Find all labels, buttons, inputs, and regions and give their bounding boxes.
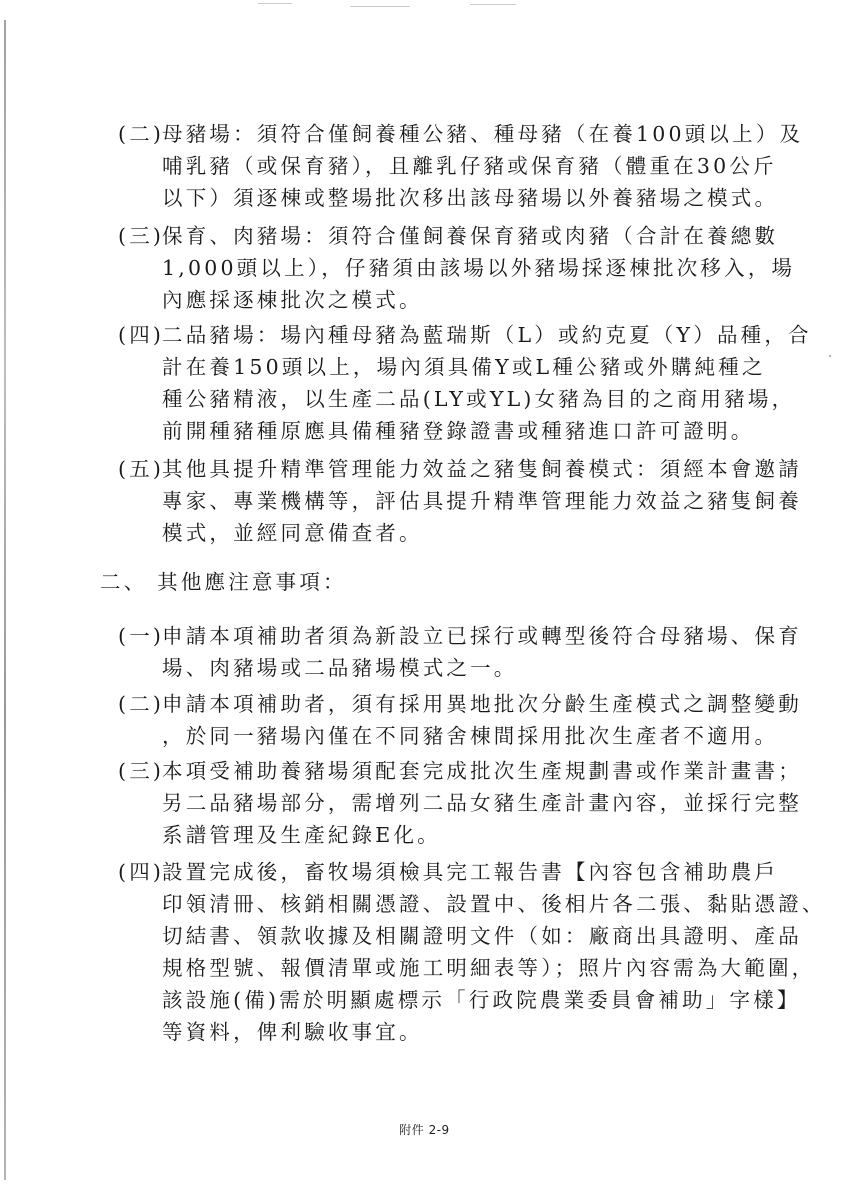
section1-item-line: 專家、專業機構等，評估具提升精準管理能力效益之豬隻飼養 xyxy=(162,489,802,513)
section2-item-marker: (三) xyxy=(118,759,165,783)
section1-item-marker: (二) xyxy=(118,122,165,146)
section2-item-marker: (一) xyxy=(118,624,165,648)
section2-item-line: 設置完成後，畜牧場須檢具完工報告書【內容包含補助農戶 xyxy=(162,860,779,884)
section1-item-marker: (四) xyxy=(118,323,165,347)
section1-item-line: 二品豬場：場內種母豬為藍瑞斯（L）或約克夏（Y）品種，合 xyxy=(162,323,812,347)
section2-item-line: 印領清冊、核銷相關憑證、設置中、後相片各二張、黏貼憑證、 xyxy=(162,892,826,916)
section1-item-line: 保育、肉豬場：須符合僅飼養保育豬或肉豬（合計在養總數 xyxy=(162,224,779,248)
section1-item-line: 種公豬精液，以生產二品(LY或YL)女豬為目的之商用豬場， xyxy=(162,387,796,411)
section2-item-line: ，於同一豬場內僅在不同豬舍棟間採用批次生產者不適用。 xyxy=(162,724,779,748)
section1-item-line: 前開種豬種原應具備種豬登錄證書或種豬進口許可證明。 xyxy=(162,419,755,443)
section2-item-line: 等資料，俾利驗收事宜。 xyxy=(162,1020,423,1044)
section2-heading: 二、 其他應注意事項： xyxy=(100,570,347,594)
section1-item-line: 模式，並經同意備查者。 xyxy=(162,521,423,545)
scan-mark xyxy=(258,3,292,4)
section2-item-marker: (四) xyxy=(118,860,165,884)
section2-item-marker: (二) xyxy=(118,692,165,716)
page-footer: 附件 2-9 xyxy=(399,1123,450,1137)
section2-item-line: 系譜管理及生產紀錄E化。 xyxy=(162,823,441,847)
section2-item-line: 另二品豬場部分，需增列二品女豬生產計畫內容，並採行完整 xyxy=(162,791,802,815)
section1-item-marker: (五) xyxy=(118,457,165,481)
scan-mark xyxy=(350,6,410,7)
scan-edge xyxy=(4,20,6,1180)
section1-item-line: 以下）須逐棟或整場批次移出該母豬場以外養豬場之模式。 xyxy=(162,186,779,210)
section2-item-line: 規格型號、報價清單或施工明細表等）；照片內容需為大範圍， xyxy=(162,956,816,980)
section1-item-line: 1,000頭以上），仔豬須由該場以外豬場採逐棟批次移入，場 xyxy=(162,256,796,280)
section1-item-line: 哺乳豬（或保育豬），且離乳仔豬或保育豬（體重在30公斤 xyxy=(162,154,777,178)
section1-item-line: 計在養150頭以上，場內須具備Y或L種公豬或外購純種之 xyxy=(162,355,766,379)
section2-item-line: 申請本項補助者，須有採用異地批次分齡生產模式之調整變動 xyxy=(162,692,802,716)
scan-mark xyxy=(470,4,516,5)
section1-item-line: 母豬場：須符合僅飼養種公豬、種母豬（在養100頭以上）及 xyxy=(162,122,804,146)
section2-item-line: 本項受補助養豬場須配套完成批次生產規劃書或作業計畫書； xyxy=(162,759,802,783)
section2-item-line: 該設施(備)需於明顯處標示「行政院農業委員會補助」字樣】 xyxy=(162,988,801,1012)
section2-item-line: 場、肉豬場或二品豬場模式之一。 xyxy=(162,656,518,680)
section1-item-line: 內應採逐棟批次之模式。 xyxy=(162,288,423,312)
scan-speck xyxy=(829,355,831,357)
section2-item-line: 切結書、領款收據及相關證明文件（如：廠商出具證明、產品 xyxy=(162,924,802,948)
section1-item-line: 其他具提升精準管理能力效益之豬隻飼養模式：須經本會邀請 xyxy=(162,457,802,481)
section2-item-line: 申請本項補助者須為新設立已採行或轉型後符合母豬場、保育 xyxy=(162,624,802,648)
section1-item-marker: (三) xyxy=(118,224,165,248)
